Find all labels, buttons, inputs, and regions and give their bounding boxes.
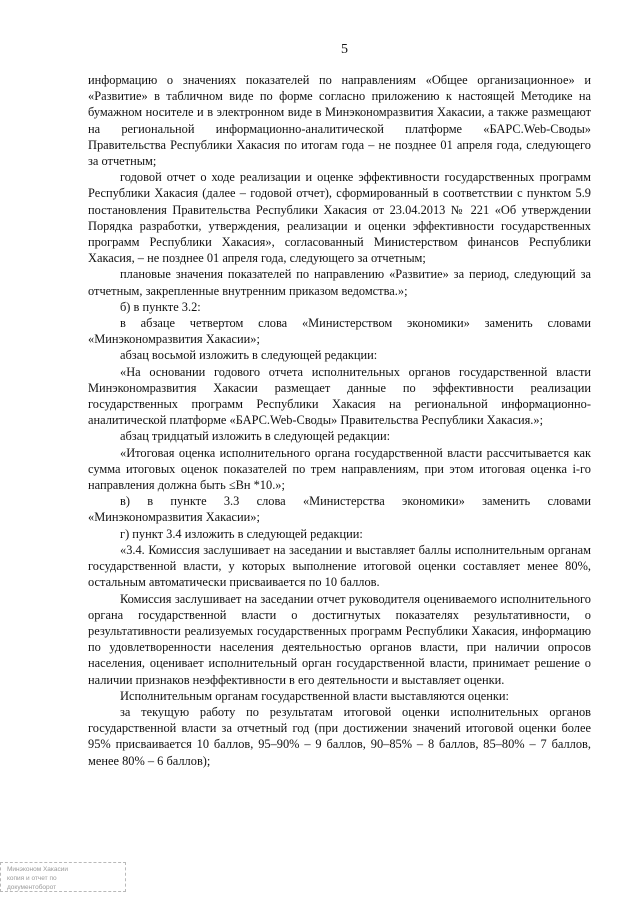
paragraph-13: Комиссия заслушивает на заседании отчет руководителя оцениваемого исполнительного органа государственной власти о достигнутых показателях результативности, о результативности реализуемых государственных программ Республики Хакасия, информацию по удовлетворенности населения деятельностью органов власти, при наличии опросов населения, оценивает исполнительный орган государственной власти, принимает решение о наличии признаков неэффективности в его деятельности и выставляет оценки. [88, 591, 591, 687]
paragraph-8: абзац тридцатый изложить в следующей редакции: [120, 429, 391, 444]
paragraph-11: г) пункт 3.4 изложить в следующей редакции: [120, 526, 363, 541]
stamp-line: копия и отчет по [7, 875, 57, 882]
document-body [88, 72, 591, 769]
document-stamp [0, 862, 126, 892]
paragraph-6: абзац восьмой изложить в следующей редакции: [120, 348, 378, 363]
paragraph-5: в абзаце четвертом слова «Министерством экономики» заменить словами «Минэкономразвития Хакасии»; [88, 316, 591, 347]
paragraph-7: «На основании годового отчета исполнительных органов государственной власти Минэкономразвития Хакасии размещает данные по эффективности реализации государственных программ Республики Хакасия на региональной информационно-аналитической платформе «БАРС.Web-Своды» Правительства Республики Хакасия.»; [88, 364, 591, 428]
paragraph-1: информацию о значениях показателей по направлениям «Общее организационное» и «Развитие» в табличном виде по форме согласно приложению к настоящей Методике на бумажном носителе и в электронном виде в Минэкономразвития Хакасии, а также размещают на региональной информационно-аналитической платформе «БАРС.Web-Своды» Правительства Республики Хакасия по итогам года – не позднее 01 апреля года, следующего за отчетным; [88, 73, 591, 169]
stamp-line: Минэконом Хакасии [7, 866, 69, 873]
paragraph-14: Исполнительным органам государственной власти выставляются оценки: [120, 688, 509, 703]
paragraph-15: за текущую работу по результатам итоговой оценки исполнительных органов государственной власти за отчетный год (при достижении значений итоговой оценки более 95% присваивается 10 баллов, 95–90% – 9 баллов, 90–85% – 8 баллов, 85–80% – 7 баллов, менее 80% – 6 баллов); [88, 704, 591, 768]
paragraph-12: «3.4. Комиссия заслушивает на заседании и выставляет баллы исполнительным органам государственной власти, у которых выполнение итоговой оценки составляет менее 80%, остальным автоматически присваивается по 10 баллов. [88, 542, 591, 590]
page-number: 5 [341, 42, 348, 57]
paragraph-2: годовой отчет о ходе реализации и оценке эффективности государственных программ Республики Хакасия (далее – годовой отчет), сформированный в соответствии с пунктом 5.9 постановления Правительства Республики Хакасия от 23.04.2013 № 221 «Об утверждении Порядка разработки, утверждения, реализации и оценки эффективности государственных программ Республики Хакасия», согласованный Министерством финансов Республики Хакасия, – не позднее 01 апреля года, следующего за отчетным; [88, 170, 591, 266]
paragraph-4: б) в пункте 3.2: [120, 299, 201, 314]
paragraph-9: «Итоговая оценка исполнительного органа государственной власти рассчитывается как сумма итоговых оценок показателей по трем направлениям, при этом итоговая оценка i-го направления должна быть ≤Bн *10.»; [88, 445, 591, 493]
paragraph-10: в) в пункте 3.3 слова «Министерства экономики» заменить словами «Минэкономразвития Хакасии»; [88, 494, 591, 525]
paragraph-3: плановые значения показателей по направлению «Развитие» за период, следующий за отчетным, закрепленные внутренним приказом ведомства.»; [88, 267, 591, 298]
stamp-line: документоборот [7, 884, 57, 891]
